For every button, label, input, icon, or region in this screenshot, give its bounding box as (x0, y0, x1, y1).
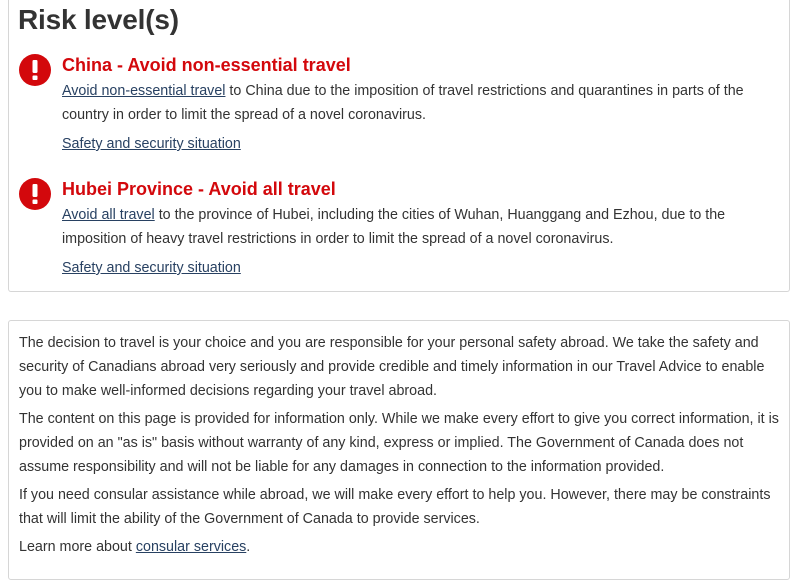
disclaimer-paragraph-information: The content on this page is provided for information only. While we make every effort to give you correct information, it is provided on an "as is" basis without warranty of any kind, express or implied. The Government of Canada does not assume responsibility and will not be liable for any damages in connection to the information provided. (19, 411, 779, 475)
disclaimer-panel (8, 320, 790, 580)
exclamation-circle-icon (19, 54, 51, 86)
learn-more-prefix: Learn more about (19, 539, 136, 555)
learn-more-suffix: . (246, 539, 251, 555)
risk-level-link[interactable]: Avoid all travel (62, 207, 155, 223)
risk-description-text: to the province of Hubei, including the cities of Wuhan, Huanggang and Ezhou, due to the imposition of heavy travel restrictions in order to limit the spread of a novel coronavirus. (62, 207, 726, 247)
risk-description (62, 79, 774, 127)
risk-levels-panel (8, 0, 790, 292)
risk-description-text: to China due to the imposition of travel restrictions and quarantines in parts of the country in order to limit the spread of a novel coronavirus. (62, 83, 744, 123)
panel-title: Risk level(s) (18, 4, 179, 35)
risk-heading: Hubei Province - Avoid all travel (62, 179, 336, 199)
safety-security-link[interactable]: Safety and security situation (62, 136, 241, 152)
risk-level-link[interactable]: Avoid non-essential travel (62, 83, 226, 99)
learn-more-line (19, 535, 781, 559)
risk-description (62, 203, 774, 251)
consular-services-link[interactable]: consular services (135, 539, 247, 555)
disclaimer-paragraph-choice: The decision to travel is your choice and you are responsible for your personal safety abroad. We take the safety and security of Canadians abroad very seriously and provide credible and timely information in our Travel Advice to enable you to make well-informed decisions regarding your travel abroad. (19, 335, 765, 399)
risk-heading: China - Avoid non-essential travel (62, 55, 351, 75)
disclaimer-paragraph-consular: If you need consular assistance while abroad, we will make every effort to help you. However, there may be constraints that will limit the ability of the Government of Canada to provide services. (19, 487, 771, 527)
exclamation-circle-icon (19, 178, 51, 210)
safety-security-link[interactable]: Safety and security situation (62, 260, 241, 276)
